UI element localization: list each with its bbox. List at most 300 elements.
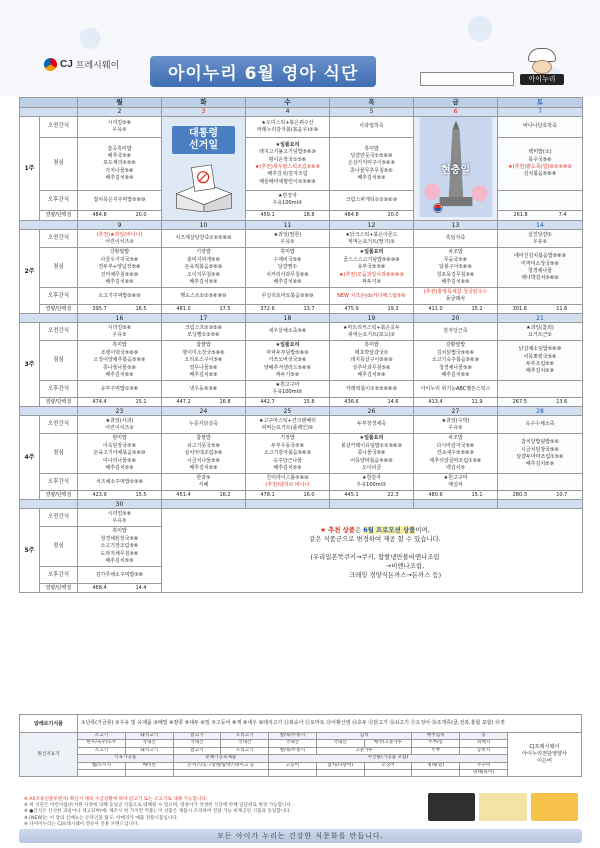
snack-cell xyxy=(246,117,330,138)
menu-item: ★흰고구마 xyxy=(443,475,468,481)
pm-cell xyxy=(330,191,414,211)
kcal-cell xyxy=(78,491,162,500)
menu-item: 배추김치⑤⑨ xyxy=(189,279,218,286)
week-label: 5주 xyxy=(20,509,40,593)
menu-item: 소고기장조림⑤⑥ xyxy=(100,543,139,550)
pm-cell xyxy=(498,191,583,211)
menu-item: 콩나물무추무침⑤⑥ xyxy=(350,167,393,174)
menu-item: (추천)델리브 바나나 xyxy=(265,482,310,489)
pm-cell xyxy=(330,381,414,398)
origin-h-beef: 소고기 xyxy=(78,733,126,740)
lunch-row xyxy=(20,248,583,288)
kcal-label: 열량/단백질 xyxy=(40,584,78,593)
menu-item: 냉우동⑤⑤⑥ xyxy=(189,385,218,392)
snack-cell xyxy=(330,416,414,434)
menu-item: 메호박달걀국① xyxy=(354,349,389,356)
menu-item: 유부국⑤⑤⑥ xyxy=(357,264,386,271)
menu-item: 감자당근죽 xyxy=(443,328,468,335)
lunch-row xyxy=(20,138,583,191)
origin-bacon: 베이컨 xyxy=(125,762,173,769)
snack-cell xyxy=(246,323,330,341)
protein-value: 13.6 xyxy=(556,398,568,405)
pm-cell xyxy=(78,191,162,211)
menu-item: 모닝빵①②⑤⑥ xyxy=(187,331,220,338)
protein-value: 16.5 xyxy=(135,305,147,312)
snack-cell xyxy=(414,416,498,434)
menu-item: (추천)★과일(바나나) xyxy=(96,231,143,238)
menu-item: (추천)홍영목세참 청국칼국수 xyxy=(423,289,488,295)
kcal-label: 열량/단백질 xyxy=(40,398,78,407)
date-cell: 7 xyxy=(498,108,583,117)
lunch-cell xyxy=(498,248,583,288)
kcal-value: 267.5 xyxy=(512,398,527,405)
kcal-value: 301.6 xyxy=(512,305,527,312)
origin-h-ground-meat: 분쇄가공육제품 xyxy=(173,755,269,762)
pm-cell xyxy=(414,381,498,398)
menu-item: 찹쌀밥 xyxy=(196,342,211,349)
snack-label: 오전간식 xyxy=(40,117,78,138)
menu-item: 마파두부덮밥⑤⑥⑩ xyxy=(266,349,309,356)
menu-item: 시리얼⑤⑥ xyxy=(107,510,132,517)
date-row xyxy=(20,500,583,509)
menu-item: 참치달밥덮밥⑤⑥ xyxy=(521,439,559,446)
day-fri: 금 xyxy=(414,98,498,108)
menu-item: 소고기숙주볶음⑤⑥⑩ xyxy=(431,357,480,364)
menu-item: 피먹는요거트(포도)② xyxy=(347,331,396,338)
kcal-value: 372.6 xyxy=(260,305,275,312)
pm-label: 오후간식 xyxy=(40,191,78,211)
kcal-value: 447.2 xyxy=(176,398,191,405)
mascot-face-icon xyxy=(532,60,552,74)
lunch-row xyxy=(20,434,583,474)
snack-label: 오전간식 xyxy=(40,416,78,434)
date-row xyxy=(20,314,583,323)
protein-value: 22.3 xyxy=(387,491,399,498)
kcal-value: 475.9 xyxy=(344,305,359,312)
menu-item: 닭살채소덮밥⑤⑥⑩ xyxy=(518,346,562,353)
protein-value: 15.1 xyxy=(135,398,147,405)
kcal-row xyxy=(20,398,583,407)
origin-tuna: 참치(다랑어) xyxy=(316,762,364,769)
menu-item: 어묵뽀컷국⑤⑥ xyxy=(523,353,557,360)
date-cell: 25 xyxy=(246,407,330,416)
origin-h-seafood: 수산물(가공품 포함) xyxy=(269,755,508,762)
note-2: ※ 위 식단은 어린이집/유치원 사정에 의해 동일군 식품으로 대체될 수 있으며, 영양사가 작성한 식단에 한해 일단위로 변경 가능합니다. xyxy=(24,803,293,809)
origin-blank-2 xyxy=(125,770,173,777)
protein-value: 15.5 xyxy=(135,491,147,498)
snack-cell xyxy=(498,117,583,138)
week-label: 3주 xyxy=(20,323,40,407)
menu-item: 유부주먹밥①⑤⑥ xyxy=(100,385,139,392)
protein-value: 17.5 xyxy=(219,305,231,312)
company-sub: 프레시웨이 xyxy=(75,61,120,71)
origin-squid: 오징어 xyxy=(364,762,412,769)
kcal-cell xyxy=(78,584,162,593)
menu-item: 흑미밥 xyxy=(112,342,127,349)
menu-item: 달걀두마마조림①⑤⑥ xyxy=(516,453,564,460)
lunch-cell xyxy=(246,138,330,191)
menu-item: 잡곡흑미밥 xyxy=(107,145,132,152)
menu-item: 골스스스고기덮밥⑤⑥⑩⑧ xyxy=(343,256,400,263)
kcal-cell xyxy=(498,398,583,407)
day-mon: 월 xyxy=(78,98,162,108)
menu-item: 바나나단호박죽 xyxy=(523,123,557,130)
pm-row xyxy=(20,288,583,305)
menu-item: 한과⑤ xyxy=(196,475,211,481)
lunch-cell xyxy=(246,341,330,381)
menu-item: 우유② xyxy=(280,238,295,245)
menu-item: 진미채무침⑤⑥⑩ xyxy=(100,271,139,278)
kcal-cell xyxy=(162,398,246,407)
menu-item: 치즈채소주먹밥②⑤⑥ xyxy=(95,478,144,485)
menu-item: ★고구마스틱+건크랜베리 xyxy=(259,417,316,424)
protein-value: 13.7 xyxy=(303,305,315,312)
menu-item: 김치볶음⑤⑥⑨ xyxy=(523,171,557,178)
menu-item: 콩나물국⑤⑥ xyxy=(357,450,386,457)
menu-item: ★흰강자 xyxy=(278,193,297,200)
menu-item: 흑미밥 xyxy=(112,528,127,535)
menu-item: 달걀찜① xyxy=(278,264,297,271)
kcal-label: 열량/단백질 xyxy=(40,305,78,314)
menu-item: 배추김치⑤⑨ xyxy=(105,465,134,472)
menu-item: 크림스파게티①②⑤⑥⑩ xyxy=(345,196,398,203)
date-cell: 2 xyxy=(78,108,162,117)
pm-cell xyxy=(78,567,162,584)
menu-item: 배추김치/감자조림 xyxy=(267,171,308,178)
menu-item: 배추김치⑤⑨ xyxy=(441,279,470,286)
menu-item: 백나박김치⑤⑥⑩ xyxy=(521,275,559,282)
promo-line-4: →비엔나조림, xyxy=(385,561,425,570)
day-header-row xyxy=(20,98,583,108)
date-cell xyxy=(246,500,330,509)
lunch-cell xyxy=(330,138,414,191)
snack-label: 오전간식 xyxy=(40,509,78,527)
origin-h-duck: 오리고기 xyxy=(221,733,269,740)
kcal-value: 442.7 xyxy=(260,398,275,405)
menu-item: 차조밥 xyxy=(448,249,463,256)
lunch-cell xyxy=(330,341,414,381)
day-wed: 수 xyxy=(246,98,330,108)
snack-row xyxy=(20,509,583,527)
menu-item: 시금치된장국⑤⑥ xyxy=(521,446,559,453)
snack-cell xyxy=(78,416,162,434)
origin-h-chicken: 닭고기 xyxy=(173,733,221,740)
menu-item: 찹쌀밥 xyxy=(196,435,211,442)
lunch-row xyxy=(20,341,583,381)
menu-item: 우유② xyxy=(112,331,127,338)
menu-item: 흑미밥 xyxy=(364,342,379,349)
date-cell: 5 xyxy=(330,108,414,117)
kcal-value: 480.6 xyxy=(428,491,443,498)
menu-item: 소고기주먹밥⑤⑥⑩ xyxy=(98,292,141,299)
menu-item: 돈육고기야채볶음⑤⑥⑩ xyxy=(93,450,146,457)
weekly-menu-table xyxy=(19,97,583,593)
allergy-label: 알레르기식품 xyxy=(20,715,78,733)
pm-cell xyxy=(246,474,330,491)
pm-label: 오후간식 xyxy=(40,474,78,491)
menu-item: ★과일(사과) xyxy=(105,417,134,424)
lunch-label: 점심 xyxy=(40,248,78,288)
menu-item: 사골우거지국⑤⑥ xyxy=(100,256,139,263)
kcal-value: 484.8 xyxy=(92,211,107,218)
kcal-cell xyxy=(330,491,414,500)
origin-rice-country: 쌀/죽/누룽지 xyxy=(269,747,317,754)
kcal-value: 280.3 xyxy=(512,491,527,498)
date-row xyxy=(20,108,583,117)
promo-line-3: (우리밀폰뚝쿠키→쿠키, 찹쌀냉만볼비엔나조림 xyxy=(310,552,440,561)
week-label: 4주 xyxy=(20,416,40,500)
menu-item: 닭봉구이⑤⑥⑩ xyxy=(439,264,472,271)
date-cell: 27 xyxy=(414,407,498,416)
origin-table xyxy=(19,732,582,777)
lunch-cell xyxy=(162,434,246,474)
pm-cell xyxy=(498,381,583,398)
lunch-cell xyxy=(414,434,498,474)
menu-item: 살진달걀① xyxy=(528,231,552,238)
ballot-box-icon xyxy=(164,157,244,212)
menu-item: 미나리나물⑤⑥ xyxy=(102,457,137,464)
origin-beef-src: 한우/육우/호주 xyxy=(78,740,126,747)
corner-cell xyxy=(20,98,78,108)
menu-item: 시리얼⑤⑥ xyxy=(107,119,132,126)
menu-item: 치즈계살달걀죽①②⑤⑥⑩ xyxy=(175,235,232,242)
menu-item: 숙주당근나물 xyxy=(273,457,302,464)
pm-row xyxy=(20,191,583,211)
center-name-field[interactable] xyxy=(420,72,514,86)
menu-item: 두부우동국⑤⑥ xyxy=(270,442,305,449)
lunch-cell xyxy=(330,434,414,474)
pm-row xyxy=(20,381,583,398)
mascot-logo xyxy=(520,48,564,86)
menu-item: 요거트근② xyxy=(528,331,552,338)
menu-item: 김치닭쩜국⑤⑥⑥ xyxy=(436,349,475,356)
lunch-label: 점심 xyxy=(40,527,78,567)
snack-row xyxy=(20,117,583,138)
menu-item: 강황쌀밥 xyxy=(445,342,466,349)
menu-item: 가지나물⑤⑥ xyxy=(105,167,134,174)
nutritionist-box: CJ프레시웨이 아이누리전담영양사 이은비 xyxy=(508,733,582,777)
menu-item: 진미라이스볼⑤⑥⑩ xyxy=(266,475,309,481)
menu-item: 양배추겨샐러드⑤⑥⑥ xyxy=(263,364,312,371)
snack-cell xyxy=(498,416,583,434)
menu-item: 수제비국⑤⑥ xyxy=(273,256,302,263)
kcal-value: 459.1 xyxy=(260,211,275,218)
menu-item: 매실차 xyxy=(448,482,463,489)
origin-kimchi-src: 국내산 xyxy=(316,740,364,747)
product-badge-image xyxy=(428,793,475,821)
menu-item: 상추사과무침⑤⑥ xyxy=(352,364,391,371)
menu-item: ★(추천)새우랍스틱조림⑤⑥⑨ xyxy=(254,164,321,171)
menu-item: 배추김치⑤⑨ xyxy=(105,279,134,286)
protein-value: 19.3 xyxy=(387,305,399,312)
menu-item: 애추리알굴막조림①⑤⑥ xyxy=(429,457,482,464)
menu-item: 오징어양채추볶음⑤⑥⑨ xyxy=(93,357,146,364)
menu-item: 배추김치⑤⑨ xyxy=(189,372,218,379)
menu-item: 차조밥 xyxy=(448,435,463,442)
menu-item: 포도체리⑤⑤⑥ xyxy=(103,160,136,167)
notes-section xyxy=(24,797,424,828)
kcal-cell xyxy=(78,398,162,407)
menu-item: 사과컵착즉 xyxy=(359,123,384,130)
promo-line-2: 같은 식품군으로 변경하여 제공 할 수 있습니다. xyxy=(309,534,441,543)
date-cell: 11 xyxy=(246,221,330,230)
menu-item: ★일품요리 xyxy=(275,141,300,148)
protein-value: 20.0 xyxy=(135,211,147,218)
origin-ham: 햄/소시지 xyxy=(78,762,126,769)
origin-chicken-src: 국내산 xyxy=(173,740,221,747)
kcal-cell xyxy=(78,210,162,221)
menu-item: 기장밥 xyxy=(280,435,295,442)
kcal-cell xyxy=(330,210,414,221)
menu-item: 다시마감자국⑤⑥ xyxy=(436,442,475,449)
pm-cell xyxy=(246,288,330,305)
note-1: ※ AI(조류인플루엔자) 확산시 계육 수급상황에 따라 닭고기 또는 소고기로 대체 가능합니다. xyxy=(24,797,208,802)
pm-cell xyxy=(330,288,414,305)
origin-dried-pollock: 명태(북어) xyxy=(460,770,508,777)
pm-cell xyxy=(330,474,414,491)
week-label: 2주 xyxy=(20,230,40,314)
menu-item: 찹치목은지주먹밥⑤⑥⑩ xyxy=(93,196,146,203)
product-package-image xyxy=(479,793,526,821)
menu-item: 기장밥 xyxy=(196,249,211,256)
menu-item: ★일품요리 xyxy=(359,249,384,256)
kcal-value: 468.4 xyxy=(92,584,107,591)
menu-item: 배추김치⑤⑨ xyxy=(525,368,555,375)
kcal-value: 261.8 xyxy=(513,211,528,218)
lunch-cell xyxy=(498,434,583,474)
pm-cell xyxy=(78,381,162,398)
pm-cell xyxy=(78,474,162,491)
kcal-value: 478.1 xyxy=(260,491,275,498)
menu-item: 우유② xyxy=(532,238,548,245)
menu-item: 우유② xyxy=(112,517,127,524)
menu-item: 손살가지미구이⑤⑥⑨ xyxy=(347,160,396,167)
origin-pollock-roe: 명태(알) xyxy=(412,762,460,769)
menu-item: 두부조림⑤⑥ xyxy=(525,360,555,367)
kcal-value: 451.4 xyxy=(176,491,191,498)
pm-cell xyxy=(162,288,246,305)
menu-item: 돈육떡볶음⑤⑥⑩ xyxy=(184,264,223,271)
menu-item: 강황쌀밥 xyxy=(109,249,130,256)
lunch-cell xyxy=(78,434,162,474)
menu-item: ★과일(딸론) xyxy=(273,231,302,238)
pm-label: 오후간식 xyxy=(40,288,78,305)
pm-cell xyxy=(162,381,246,398)
kcal-row xyxy=(20,305,583,314)
menu-item: 조랭이떡국⑤⑥⑨ xyxy=(100,349,139,356)
menu-item: 흑미밥 xyxy=(280,249,295,256)
menu-item: 배추김치⑤⑨ xyxy=(105,175,134,182)
menu-item: ★일품요리 xyxy=(275,342,300,349)
protein-value: 7.4 xyxy=(558,211,567,218)
pm-cell xyxy=(414,288,498,305)
note-3: ※ ●간식은 신선한 과일이나 제고되며(예: 제조시 한 가지만 적용), 이 상품은 제품시 조리하여 전달 가능 비제공된 식품과 동일합니다. xyxy=(24,809,292,815)
kcal-cell xyxy=(246,305,330,314)
menu-item: 카레떡볶이①⑤⑤⑥⑥⑩ xyxy=(345,385,398,392)
pm-label: 오후간식 xyxy=(40,381,78,398)
origin-label: 원산지표기 xyxy=(20,733,78,777)
menu-item: 달걀만둣국①⑤⑥⑩ xyxy=(350,152,393,159)
mascot-label: 아이누리 xyxy=(520,74,564,85)
menu-item: 배추김치⑤⑨ xyxy=(273,465,302,472)
menu-item: 어린이치즈② xyxy=(105,238,134,245)
origin-chicken-country: 닭고기 xyxy=(173,747,221,754)
origin-tofu-src: 두부/콩 xyxy=(412,740,460,747)
pm-cell xyxy=(414,474,498,491)
menu-item: 소고기감자볶음⑤⑥⑩ xyxy=(263,450,312,457)
kcal-value: 445.1 xyxy=(344,491,359,498)
protein-value: 18.8 xyxy=(303,211,315,218)
snack-cell xyxy=(162,416,246,434)
memorial-day-cell xyxy=(414,117,498,221)
lunch-cell xyxy=(246,248,330,288)
menu-item: 누룽지닭살죽 xyxy=(189,421,218,428)
date-cell: 3 xyxy=(162,108,246,117)
lunch-cell xyxy=(162,248,246,288)
pm-label: 오후간식 xyxy=(40,567,78,584)
menu-item: 짜두기⑨ xyxy=(362,279,381,286)
menu-item: 우유100ml② xyxy=(356,482,387,489)
menu-item: 돼지고기불고기덮밥⑤⑥⑩ xyxy=(259,149,316,156)
snack-cell xyxy=(162,230,246,248)
menu-item: 아이누리 위기능ABC헬든스틱스 xyxy=(420,385,491,392)
menu-item: ★닭크스틱+볶은아몬드 xyxy=(345,231,398,238)
menu-item: 목우국⑤⑥ xyxy=(528,156,552,163)
kcal-value: 474.4 xyxy=(92,398,107,405)
origin-blank-3 xyxy=(173,770,269,777)
menu-item: ★과일(수박) xyxy=(441,417,470,424)
pm-cell xyxy=(498,288,583,305)
pm-cell xyxy=(246,191,330,211)
delivery-truck-image xyxy=(531,793,578,821)
origin-duck-src: 국내산 xyxy=(221,740,269,747)
date-cell: 9 xyxy=(78,221,162,230)
menu-item: 크림스프②③⑤⑥ xyxy=(184,324,223,331)
menu-item: ★(추천)팥도목(얼)⑩①⑤⑧⑩ xyxy=(508,164,572,171)
kcal-value: 413.4 xyxy=(428,398,443,405)
menu-item: 콩나물나물⑤⑥ xyxy=(102,364,137,371)
snack-cell xyxy=(162,323,246,341)
snack-cell xyxy=(330,230,414,248)
header-banner xyxy=(0,0,600,96)
date-cell: 10 xyxy=(162,221,246,230)
menu-item: 평이온장국①⑤⑥ xyxy=(268,156,307,163)
menu-item: 거쓰오버섯국⑤⑥ xyxy=(268,357,307,364)
origin-beef-country: 소고기 xyxy=(78,747,126,754)
origin-h-rice: 쌀/죽/누룽지 xyxy=(269,733,317,740)
origin-h-bean: 콩 xyxy=(460,733,508,740)
date-cell: 23 xyxy=(78,407,162,416)
kcal-cell xyxy=(414,305,498,314)
date-cell xyxy=(414,500,498,509)
snack-label: 오전간식 xyxy=(40,323,78,341)
snack-cell xyxy=(78,230,162,248)
menu-item: 김가루채소주먹밥⑤⑥ xyxy=(95,571,144,578)
kcal-cell xyxy=(246,398,330,407)
lunch-cell xyxy=(162,341,246,381)
pm-cell xyxy=(246,381,330,398)
date-cell: 14 xyxy=(498,221,583,230)
date-cell: 21 xyxy=(498,314,583,323)
menu-item: 우유② xyxy=(112,127,127,133)
kcal-value: 395.7 xyxy=(92,305,107,312)
snack-cell xyxy=(414,230,498,248)
menu-item: 배추김치⑤⑨ xyxy=(357,372,386,379)
kcal-cell xyxy=(330,305,414,314)
origin-duck-country: 오리고기 xyxy=(221,747,269,754)
kcal-cell xyxy=(78,305,162,314)
menu-item: 배추김치⑤⑨ xyxy=(525,461,555,468)
